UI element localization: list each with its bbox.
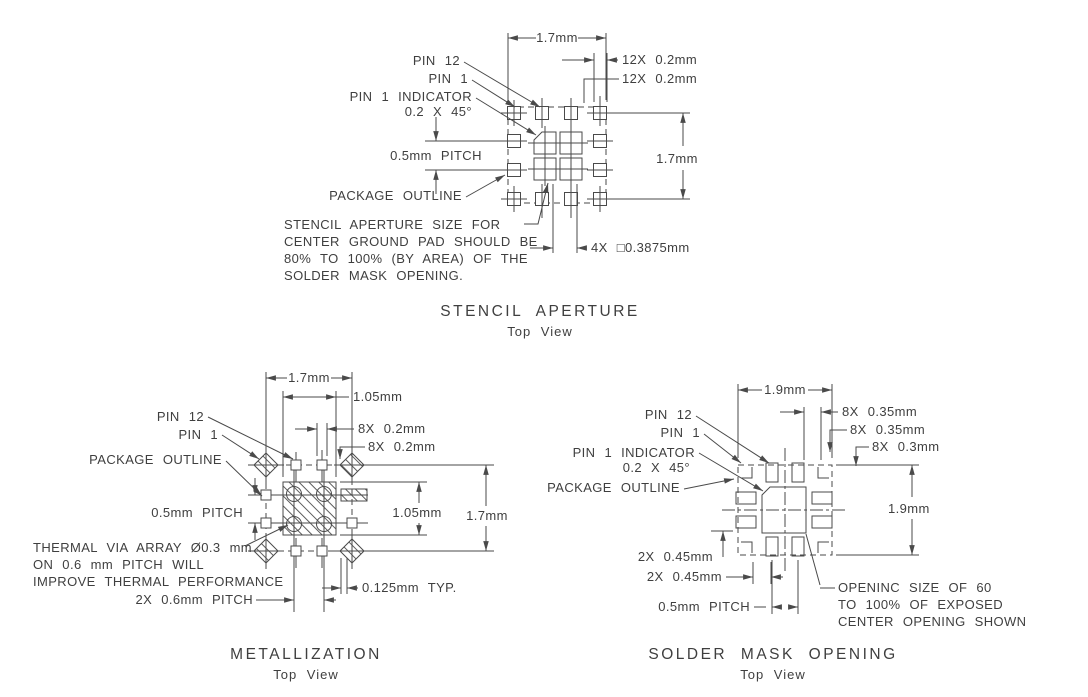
stencil-note-line4: SOLDER MASK OPENING. [284,268,464,283]
stencil-title: STENCIL APERTURE [440,303,640,320]
metallization-pad-height-dim: 8X 0.2mm [368,439,436,454]
metallization-package-outline-label: PACKAGE OUTLINE [89,452,222,467]
metallization-note-line1: THERMAL VIA ARRAY Ø0.3 mm [33,540,253,555]
metallization-typ-dim: 0.125mm TYP. [362,580,457,595]
stencil-width-dim: 1.7mm [536,30,578,45]
solder-mask-pad-width2-dim: 8X 0.3mm [872,439,940,454]
solder-mask-corner-height-dim: 2X 0.45mm [637,549,713,564]
stencil-pitch-label: 0.5mm PITCH [390,148,482,163]
solder-mask-pad-height-dim: 8X 0.35mm [850,422,926,437]
metallization-via-pitch-label: 2X 0.6mm PITCH [135,592,253,607]
solder-mask-pin12-label: PIN 12 [644,407,692,422]
metallization-exposed-trace [341,489,367,501]
solder-mask-corner-width-dim: 2X 0.45mm [646,569,722,584]
stencil-package-outline-label: PACKAGE OUTLINE [329,188,462,203]
metallization-pin1-label: PIN 1 [178,427,218,442]
stencil-package-outline [508,107,606,203]
stencil-pad-width-dim: 12X 0.2mm [622,52,698,67]
stencil-height-dim: 1.7mm [656,151,698,166]
solder-mask-pitch-label: 0.5mm PITCH [658,599,750,614]
stencil-pin1-indicator-value: 0.2 X 45° [404,104,472,119]
stencil-pad-height-dim: 12X 0.2mm [622,71,698,86]
stencil-pin12-label: PIN 12 [412,53,460,68]
metallization-pitch-label: 0.5mm PITCH [151,505,243,520]
metallization-height-dim: 1.7mm [466,508,508,523]
stencil-pin1-label: PIN 1 [428,71,468,86]
solder-mask-title: SOLDER MASK OPENING [648,646,898,663]
stencil-aperture-diagram [284,30,698,339]
metallization-center-pad [283,482,336,535]
stencil-pin1-indicator-label: PIN 1 INDICATOR [349,89,472,104]
metallization-pad-width-dim: 8X 0.2mm [358,421,426,436]
stencil-note-line3: 80% TO 100% (BY AREA) OF THE [284,251,528,266]
metallization-inner-width-dim: 1.05mm [353,389,403,404]
solder-mask-pad-width-dim: 8X 0.35mm [842,404,918,419]
metallization-inner-height-dim: 1.05mm [392,505,442,520]
solder-mask-note-line1: OPENINC SIZE OF 60 [838,580,992,595]
solder-mask-diagram [547,382,1026,682]
stencil-center-aperture-dim: 4X □0.3875mm [591,240,690,255]
metallization-pin12-label: PIN 12 [156,409,204,424]
solder-mask-note-line3: CENTER OPENING SHOWN [838,614,1027,629]
metallization-subtitle: Top View [273,667,339,682]
solder-mask-pin1-indicator-label: PIN 1 INDICATOR [572,445,695,460]
solder-mask-note-line2: TO 100% OF EXPOSED [838,597,1004,612]
stencil-subtitle: Top View [507,324,573,339]
solder-mask-package-outline-label: PACKAGE OUTLINE [547,480,680,495]
stencil-note-line2: CENTER GROUND PAD SHOULD BE [284,234,538,249]
stencil-note-line1: STENCIL APERTURE SIZE FOR [284,217,501,232]
solder-mask-height-dim: 1.9mm [888,501,930,516]
metallization-note-line2: ON 0.6 mm PITCH WILL [33,557,205,572]
solder-mask-subtitle: Top View [740,667,806,682]
stencil-perimeter-pads [508,107,607,206]
metallization-width-dim: 1.7mm [288,370,330,385]
solder-mask-pin1-indicator-value: 0.2 X 45° [622,460,690,475]
metallization-note-line3: IMPROVE THERMAL PERFORMANCE [33,574,284,589]
solder-mask-pin1-label: PIN 1 [660,425,700,440]
metallization-title: METALLIZATION [230,646,382,663]
solder-mask-width-dim: 1.9mm [764,382,806,397]
metallization-diagram [33,370,508,682]
stencil-center-apertures [528,126,588,186]
